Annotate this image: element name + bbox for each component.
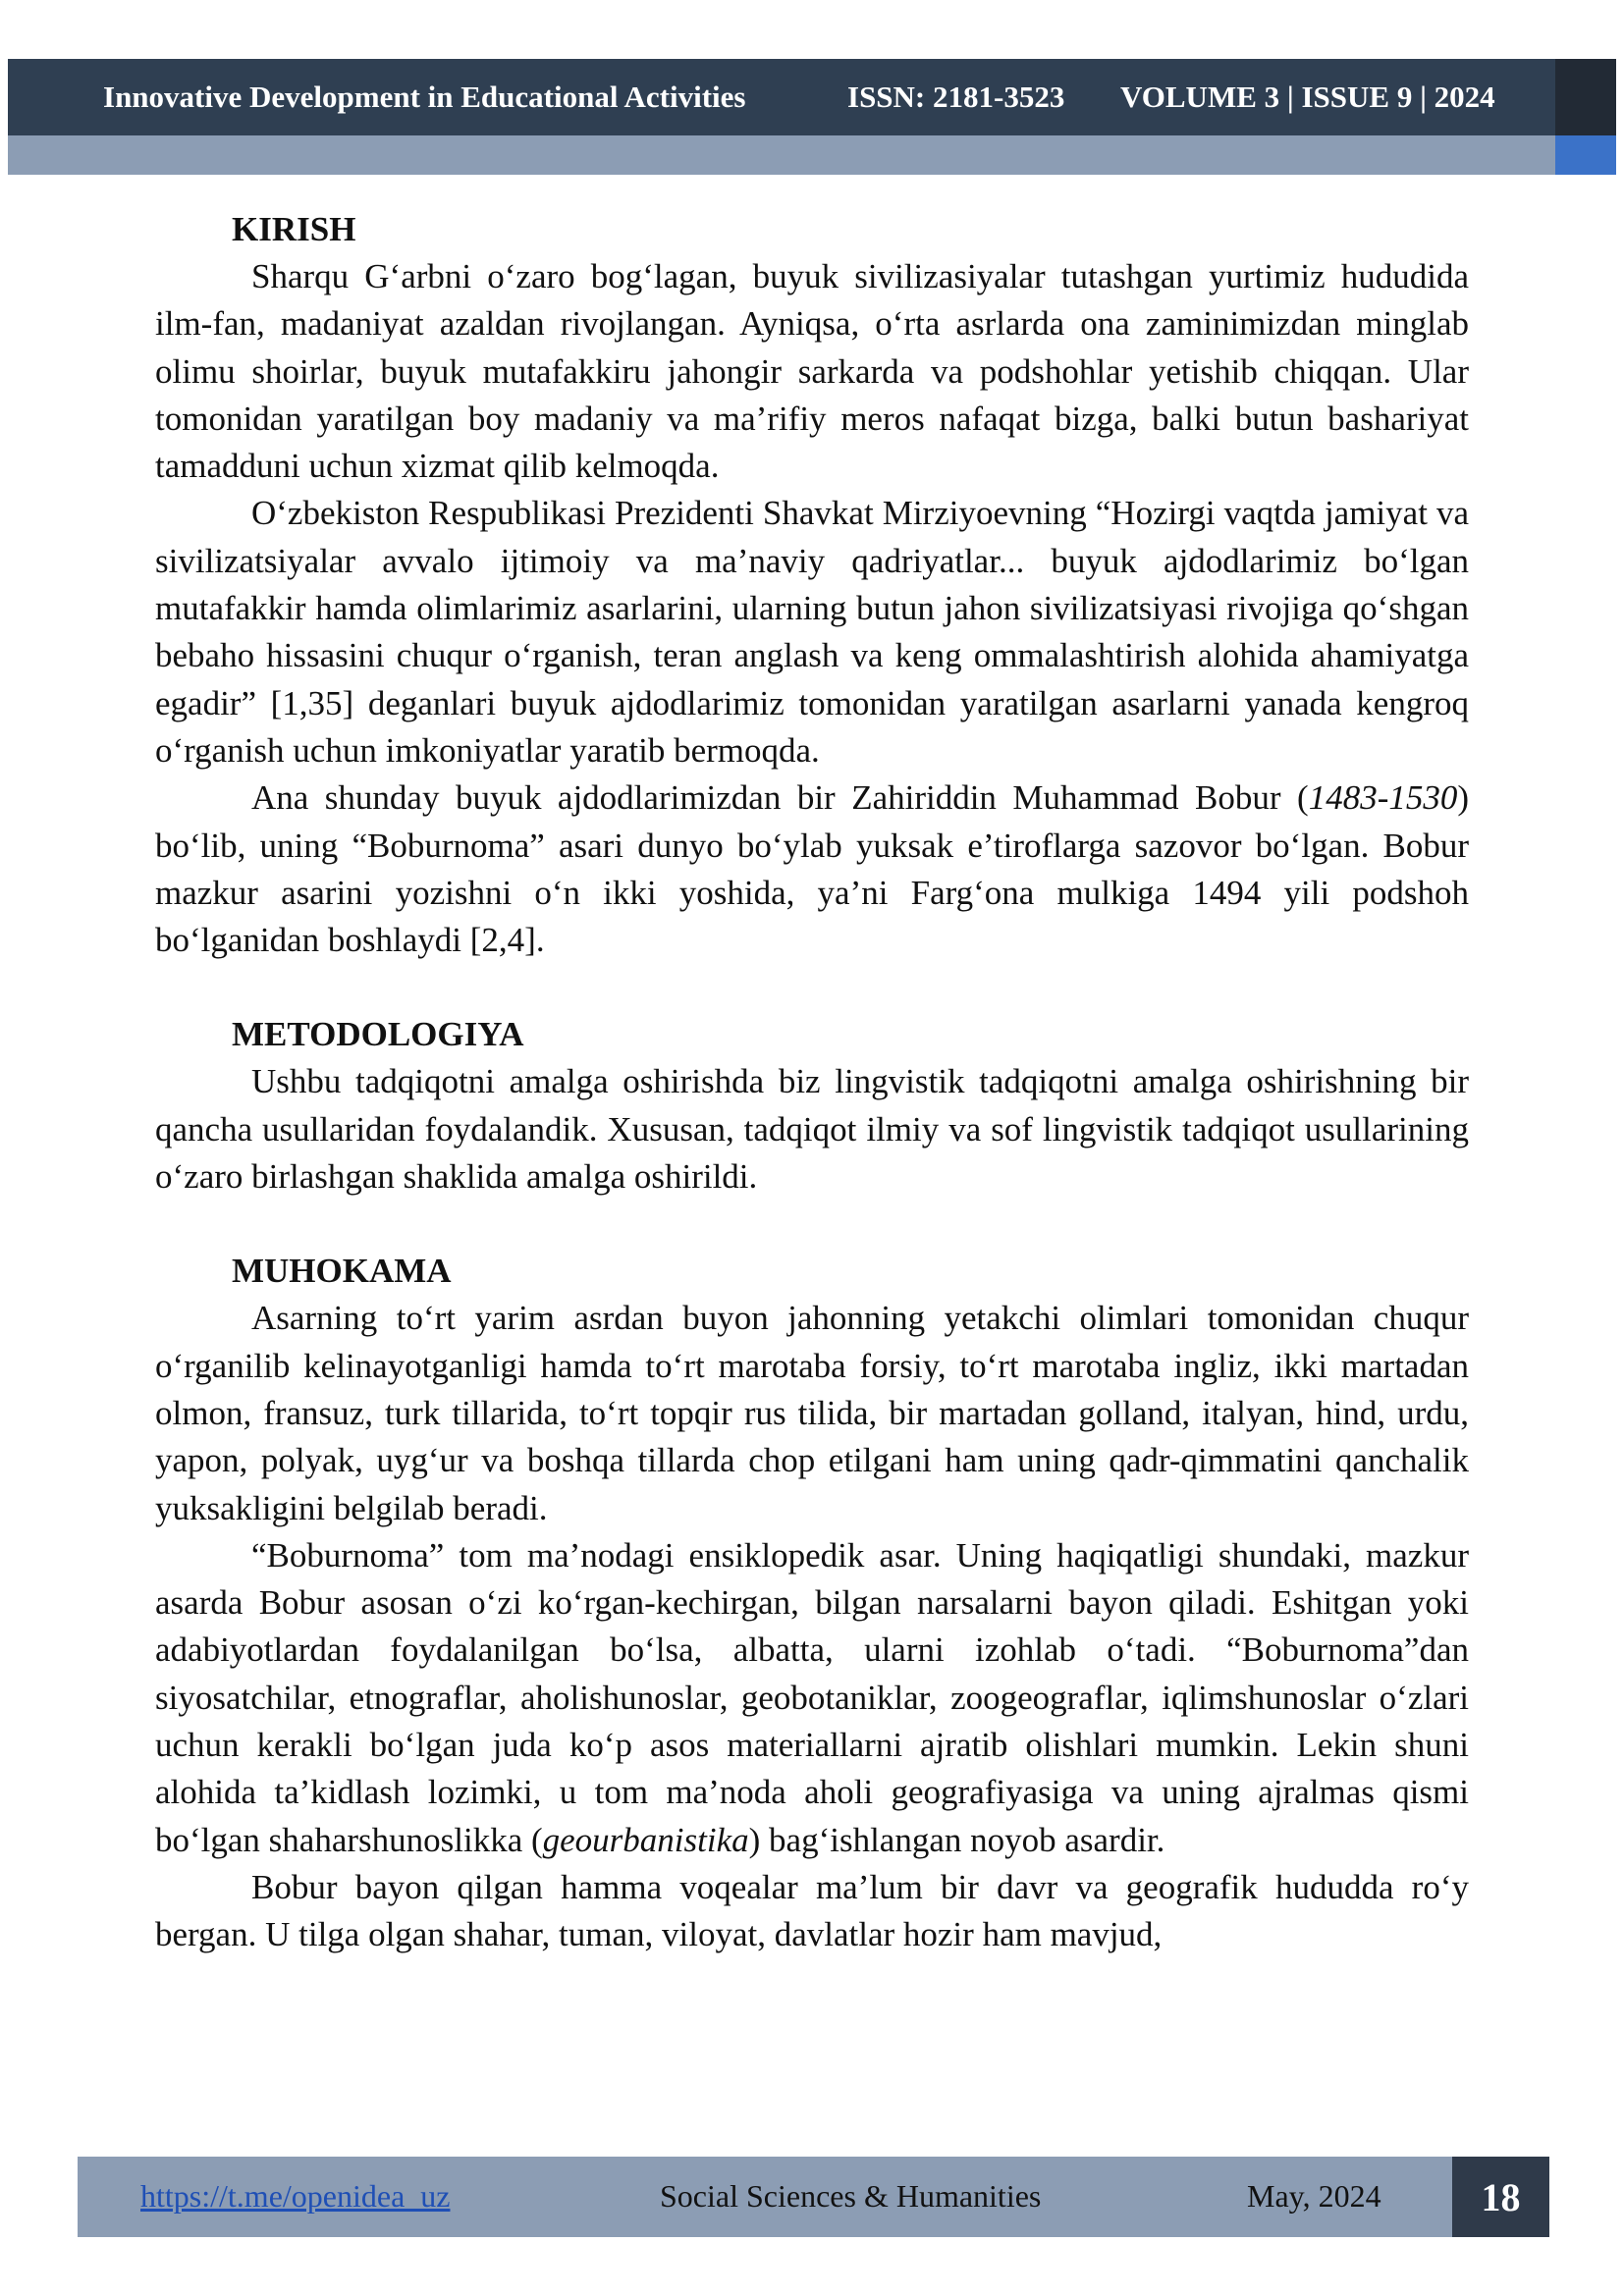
section-heading-muhokama: MUHOKAMA	[232, 1252, 452, 1291]
paragraph: O‘zbekiston Respublikasi Prezidenti Shavkat Mirziyoevning “Hozirgi vaqtda jamiyat va sivilizatsiyalar avvalo ijtimoiy va ma’naviy qadriyatlar... buyuk ajdodlarimiz bo‘lgan mutafakkir hamda olimlarimiz asarlarini, ularning butun jahon sivilizatsiyasi rivojiga qo‘shgan bebaho hissasini chuqur o‘rganish, teran anglash va keng ommalashtirish alohida ahamiyatga egadir” [1,35] deganlari buyuk ajdodlarimiz tomonidan yaratilgan asarlarni yanada kengroq o‘rganish uchun imkoniyatlar yaratib bermoqda.	[155, 494, 1469, 770]
journal-header	[8, 59, 1555, 135]
text-run: ) bo‘lib, uning “Boburnoma” asari dunyo bo‘ylab yuksak e’tiroflarga sazovor bo‘lgan. Bobur mazkur asarini yozishni o‘n ikki yoshida, ya’ni Farg‘ona mulkiga 1494 yili podshoh bo‘lganidan boshlaydi [2,4].	[155, 778, 1469, 960]
paragraph: Asarning to‘rt yarim asrdan buyon jahonning yetakchi olimlari tomonidan chuqur o‘rganilib kelinayotganligi hamda to‘rt marotaba forsiy, to‘rt marotaba ingliz, ikki martadan olmon, fransuz, turk tillarida, to‘rt topqir rus tilida, bir martadan golland, italyan, hind, urdu, yapon, polyak, uyg‘ur va boshqa tillarda chop etilgani ham uning qadr-qimmatini qanchalik yuksakligini belgilab beradi.	[155, 1299, 1469, 1527]
header-accent-block	[1555, 135, 1616, 175]
header-stripe	[8, 135, 1555, 175]
text-run: “Boburnoma” tom ma’nodagi ensiklopedik asar. Uning haqiqatligi shundaki, mazkur asarda Bobur asosan o‘zi ko‘rgan-kechirgan, bilgan narsalarni bayon qiladi. Eshitgan yoki adabiyotlardan foydalanilgan bo‘lsa, albatta, ularni izohlab o‘tadi. “Boburnoma”dan siyosatchilar, etnograflar, aholishunoslar, geobotaniklar, zoogeograflar, iqlimshunoslar o‘zlari uchun kerakli bo‘lgan juda ko‘p asos materiallarni ajratib olishlari mumkin. Lekin shuni alohida ta’kidlash lozimki, u tom ma’noda aholi geografiyasiga va uning ajralmas qismi bo‘lgan shaharshunoslikka (	[155, 1535, 1469, 1859]
issn: ISSN: 2181-3523	[847, 80, 1065, 114]
paragraph	[155, 774, 1469, 964]
telegram-link[interactable]: https://t.me/openidea_uz	[140, 2178, 451, 2214]
italic-term: geourbanistika	[542, 1820, 749, 1859]
paragraph: Sharqu G‘arbni o‘zaro bog‘lagan, buyuk sivilizasiyalar tutashgan yurtimiz hududida ilm-fan, madaniyat azaldan rivojlangan. Ayniqsa, o‘rta asrlarda ona zaminimizdan minglab olimu shoirlar, buyuk mutafakkiru jahongir sarkarda va podshohlar yetishib chiqqan. Ular tomonidan yaratilgan boy madaniy va ma’rifiy meros nafaqat bizga, balki butun bashariyat tamadduni uchun xizmat qilib kelmoqda.	[155, 257, 1469, 486]
text-run: ) bag‘ishlangan noyob asardir.	[748, 1820, 1165, 1859]
page-footer	[78, 2157, 1452, 2237]
paragraph: Ushbu tadqiqotni amalga oshirishda biz lingvistik tadqiqotni amalga oshirishning bir qancha usullaridan foydalandik. Xususan, tadqiqot ilmiy va sof lingvistik tadqiqot usullarining o‘zaro birlashgan shaklida amalga oshirildi.	[155, 1062, 1469, 1197]
text-run: Ana shunday buyuk ajdodlarimizdan bir Zahiriddin Muhammad Bobur (	[251, 778, 1309, 818]
header-corner-block	[1555, 59, 1616, 135]
footer-date: May, 2024	[1247, 2178, 1381, 2214]
footer-section: Social Sciences & Humanities	[660, 2178, 1042, 2214]
section-heading-metodologiya: METODOLOGIYA	[232, 1015, 524, 1054]
journal-title: Innovative Development in Educational Activities	[103, 80, 746, 114]
article-body	[155, 206, 1469, 1959]
page-number: 18	[1452, 2157, 1549, 2237]
paragraph	[155, 1532, 1469, 1864]
italic-years: 1483-1530	[1308, 778, 1458, 818]
volume-issue: VOLUME 3 | ISSUE 9 | 2024	[1120, 80, 1495, 114]
paragraph: Bobur bayon qilgan hamma voqealar ma’lum bir davr va geografik hududda ro‘y bergan. U tilga olgan shahar, tuman, viloyat, davlatlar hozir ham mavjud,	[155, 1867, 1469, 1954]
section-heading-kirish: KIRISH	[232, 210, 356, 248]
